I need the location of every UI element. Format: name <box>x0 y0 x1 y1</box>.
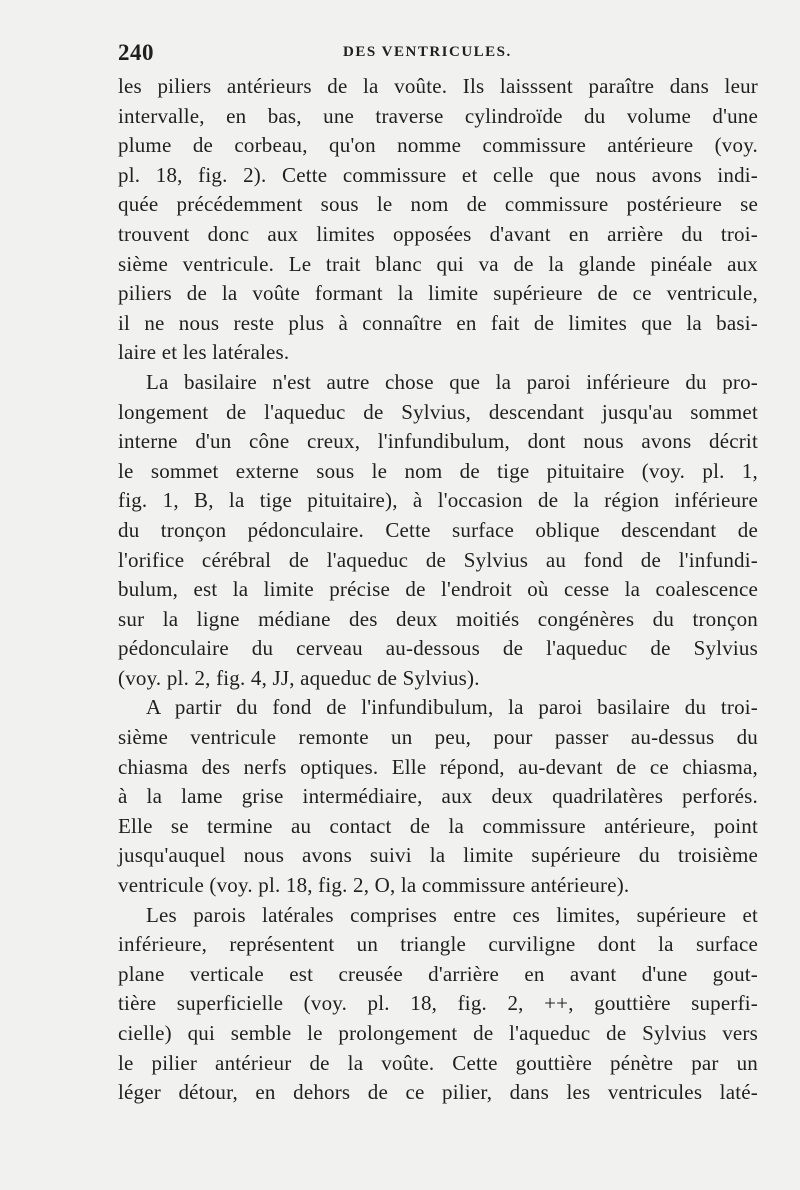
paragraph <box>118 901 758 1108</box>
text-line: A partir du fond de l'infundibulum, la paroi basilaire du troi- <box>146 695 758 720</box>
text-line: ventricule (voy. pl. 18, fig. 2, O, la commissure antérieure). <box>118 873 630 898</box>
text-line: léger détour, en dehors de ce pilier, dans les ventricules laté- <box>118 1080 758 1105</box>
text-line: chiasma des nerfs optiques. Elle répond, au-devant de ce chiasma, <box>118 754 758 779</box>
text-line: pl. 18, fig. 2). Cette commissure et celle que nous avons indi- <box>118 162 758 187</box>
text-line: longement de l'aqueduc de Sylvius, descendant jusqu'au sommet <box>118 399 758 424</box>
text-line: tière superficielle (voy. pl. 18, fig. 2, ++, gouttière superfi- <box>118 991 758 1016</box>
page-number: 240 <box>118 40 154 65</box>
text-line: à la lame grise intermédiaire, aux deux quadrilatères perforés. <box>118 784 758 809</box>
running-head: DES VENTRICULES. <box>343 44 512 60</box>
text-line: intervalle, en bas, une traverse cylindroïde du volume d'une <box>118 103 758 128</box>
text-line: l'orifice cérébral de l'aqueduc de Sylvius au fond de l'infundi- <box>118 547 758 572</box>
text-line: sur la ligne médiane des deux moitiés congénères du tronçon <box>118 606 758 631</box>
text-line: fig. 1, B, la tige pituitaire), à l'occasion de la région inférieure <box>118 488 758 513</box>
body-text <box>118 72 758 1108</box>
text-line: les piliers antérieurs de la voûte. Ils laisssent paraître dans leur <box>118 74 758 98</box>
text-line: trouvent donc aux limites opposées d'avant en arrière du troi- <box>118 221 758 246</box>
text-line: bulum, est la limite précise de l'endroit où cesse la coalescence <box>118 577 758 602</box>
text-line: interne d'un cône creux, l'infundibulum, dont nous avons décrit <box>118 429 758 454</box>
text-line: sième ventricule remonte un peu, pour passer au-dessus du <box>118 725 758 750</box>
text-line: Elle se termine au contact de la commissure antérieure, point <box>118 813 758 838</box>
text-line: il ne nous reste plus à connaître en fait de limites que la basi- <box>118 310 758 335</box>
text-line: du tronçon pédonculaire. Cette surface oblique descendant de <box>118 517 758 542</box>
page-header <box>118 38 758 68</box>
paragraph <box>118 693 758 900</box>
text-line: quée précédemment sous le nom de commissure postérieure se <box>118 192 758 217</box>
text-line: plume de corbeau, qu'on nomme commissure antérieure (voy. <box>118 133 758 158</box>
text-line: plane verticale est creusée d'arrière en avant d'une gout- <box>118 961 758 986</box>
text-line: cielle) qui semble le prolongement de l'aqueduc de Sylvius vers <box>118 1021 758 1045</box>
paragraph <box>118 368 758 694</box>
text-line: La basilaire n'est autre chose que la paroi inférieure du pro- <box>146 369 758 394</box>
text-line: pédonculaire du cerveau au-dessous de l'aqueduc de Sylvius <box>118 636 758 661</box>
text-line: piliers de la voûte formant la limite supérieure de ce ventricule, <box>118 281 758 306</box>
text-line: laire et les latérales. <box>118 340 290 365</box>
text-line: le sommet externe sous le nom de tige pituitaire (voy. pl. 1, <box>118 458 758 483</box>
text-line: le pilier antérieur de la voûte. Cette gouttière pénètre par un <box>118 1050 758 1075</box>
text-line: Les parois latérales comprises entre ces limites, supérieure et <box>146 902 758 927</box>
text-line: sième ventricule. Le trait blanc qui va de la glande pinéale aux <box>118 251 758 276</box>
text-line: inférieure, représentent un triangle curviligne dont la surface <box>118 932 758 957</box>
text-line: (voy. pl. 2, fig. 4, JJ, aqueduc de Sylvius). <box>118 665 480 690</box>
paragraph <box>118 72 758 368</box>
text-line: jusqu'auquel nous avons suivi la limite supérieure du troisième <box>118 843 758 868</box>
